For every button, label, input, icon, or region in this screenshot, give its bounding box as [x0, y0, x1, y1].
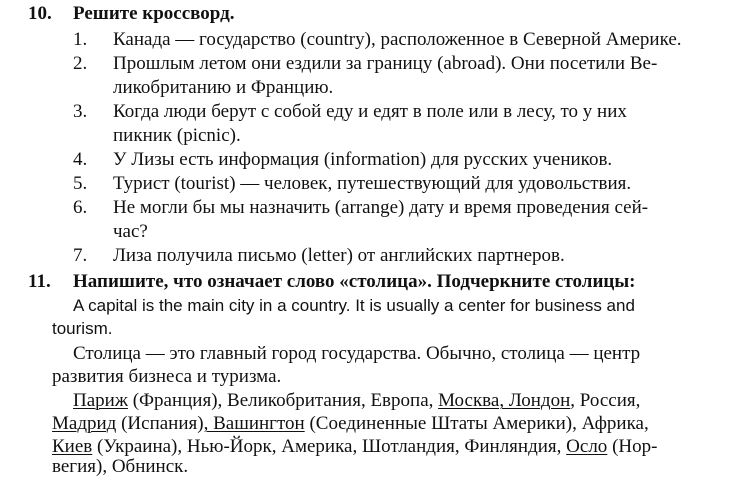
english-definition-line: A capital is the main city in a country. It is usually a center for business and	[73, 296, 635, 315]
underlined-capital: Москва, Лондон	[438, 390, 571, 411]
list-text: (Украина), Нью-Йорк, Америка, Шотландия, Финляндия,	[92, 436, 567, 457]
capitals-list-line	[52, 436, 657, 458]
capitals-list-line	[52, 456, 188, 478]
list-text: (Испания)	[116, 413, 204, 434]
item-number: 6.	[73, 197, 88, 218]
exercise-10-title: Решите кроссворд.	[73, 3, 235, 24]
item-text: Прошлым летом они ездили за границу (abroad). Они посетили Ве-	[113, 53, 658, 74]
underlined-capital: Париж	[73, 390, 128, 411]
item-text: пикник (picnic).	[113, 125, 241, 146]
item-text: Не могли бы мы назначить (arrange) дату и время проведения сей-	[113, 197, 649, 218]
russian-definition-line: развития бизнеса и туризма.	[52, 366, 282, 387]
list-text: (Франция), Великобритания, Европа,	[127, 390, 439, 411]
underlined-capital: , Вашингтон	[203, 413, 305, 434]
item-number: 1.	[73, 29, 88, 50]
item-number: 3.	[73, 101, 88, 122]
underlined-capital: Киев	[52, 436, 93, 457]
item-text: ликобританию и Францию.	[113, 77, 334, 98]
list-text: вегия), Обнинск.	[52, 456, 189, 477]
underlined-capital: Осло	[566, 436, 608, 457]
russian-definition-line: Столица — это главный город государства. Обычно, столица — центр	[73, 343, 641, 364]
item-text: час?	[113, 221, 148, 242]
list-text: , Россия,	[570, 390, 641, 411]
exercise-10-number: 10.	[28, 3, 52, 24]
exercise-11-title: Напишите, что означает слово «столица». Подчеркните столицы:	[73, 271, 636, 292]
exercise-11-number: 11.	[28, 271, 51, 292]
underlined-capital: Мадрид	[52, 413, 117, 434]
item-text: Канада — государство (country), расположенное в Северной Америке.	[113, 29, 682, 50]
item-text: Турист (tourist) — человек, путешествующий для удовольствия.	[113, 173, 632, 194]
english-definition-line: tourism.	[52, 319, 113, 338]
item-number: 5.	[73, 173, 88, 194]
list-text: (Соединенные Штаты Америки), Африка,	[304, 413, 649, 434]
list-text: (Нор-	[607, 436, 658, 457]
item-number: 7.	[73, 245, 88, 266]
item-text: Лиза получила письмо (letter) от английских партнеров.	[113, 245, 565, 266]
item-number: 2.	[73, 53, 88, 74]
item-number: 4.	[73, 149, 88, 170]
item-text: У Лизы есть информация (information) для русских учеников.	[113, 149, 613, 170]
capitals-list-line	[73, 390, 640, 412]
capitals-list-line	[52, 413, 649, 435]
item-text: Когда люди берут с собой еду и едят в поле или в лесу, то у них	[113, 101, 627, 122]
